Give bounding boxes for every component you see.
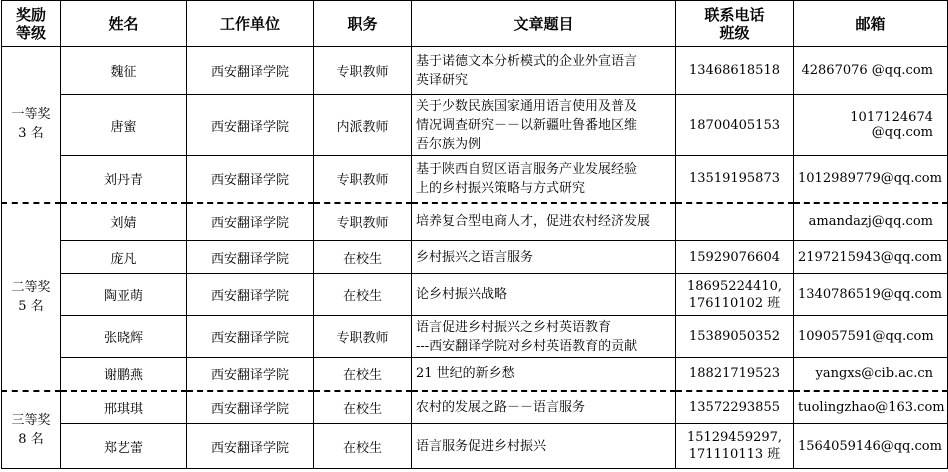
table-row [2,47,948,95]
header-award-line1: 奖励 [15,5,46,24]
unit-cell: 西安翻译学院 [187,424,314,469]
email-cell: 109057591@qq.com [794,316,948,358]
name-cell: 庞凡 [61,241,187,274]
article-title-cell [412,156,676,203]
awards-table [1,0,948,469]
article-title-cell [412,274,676,316]
article-title-line: 基于诺德文本分析模式的企业外宣语言 [416,53,638,69]
name-cell: 郑艺蕾 [61,424,187,469]
phone-class-line: 15389050352 [689,329,780,344]
header-contact-line2: 班级 [719,23,750,42]
article-title-line: 农村的发展之路－－语言服务 [416,399,586,415]
article-title-line: 吾尔族为例 [416,136,482,152]
phone-class-line: 171110113 班 [688,447,781,462]
unit-cell: 西安翻译学院 [187,391,314,424]
article-title-cell [412,316,676,358]
article-title-line: 语言促进乡村振兴之乡村英语教育 [416,319,612,335]
article-title-line: 上的乡村振兴策略与方式研究 [416,180,586,196]
email-cell: yangxs@cib.ac.cn [794,358,948,391]
position-cell: 在校生 [314,391,412,424]
unit-cell: 西安翻译学院 [187,316,314,358]
name-cell: 唐蜜 [61,95,187,156]
email-cell: 2197215943@qq.com [794,241,948,274]
phone-class-cell [676,156,794,203]
phone-class-cell [676,47,794,95]
name-cell: 刘婧 [61,203,187,241]
article-title-line: 基于陕西自贸区语言服务产业发展经验 [416,161,638,177]
email-cell: 1564059146@qq.com [794,424,948,469]
award-level-label: 三等奖 [11,412,51,428]
phone-class-line: 176110102 班 [688,295,781,311]
header-unit: 工作单位 [187,1,314,47]
phone-class-cell [676,274,794,316]
award-count-label: 8 名 [18,431,44,447]
phone-class-cell [676,358,794,391]
header-award [2,1,61,47]
article-title-line: 语言服务促进乡村振兴 [416,438,547,454]
header-name: 姓名 [61,1,187,47]
article-title-cell [412,358,676,391]
phone-class-cell [676,424,794,469]
award-level-cell [2,203,61,391]
position-cell: 在校生 [314,274,412,316]
unit-cell: 西安翻译学院 [187,95,314,156]
award-level-label: 一等奖 [11,107,51,123]
phone-class-cell [676,95,794,156]
phone-class-cell [676,203,794,241]
unit-cell: 西安翻译学院 [187,47,314,95]
phone-class-line: 18700405153 [689,117,780,133]
article-title-line: ---西安翻译学院对乡村英语教育的贡献 [416,338,638,354]
award-level-cell [2,47,61,203]
position-cell: 专职教师 [314,316,412,358]
email-cell: 1012989779@qq.com [794,156,948,203]
name-cell: 刘丹青 [61,156,187,203]
article-title-line: 关于少数民族国家通用语言使用及普及 [416,98,638,114]
phone-class-cell [676,241,794,274]
unit-cell: 西安翻译学院 [187,203,314,241]
article-title-line: 21 世纪的新乡愁 [416,366,515,382]
header-contact [676,1,794,47]
article-title-cell [412,47,676,95]
article-title-line: 培养复合型电商人才，促进农村经济发展 [416,214,651,230]
name-cell: 谢鹏燕 [61,358,187,391]
phone-class-cell [676,316,794,358]
phone-class-line: 18821719523 [689,366,780,382]
position-cell: 在校生 [314,241,412,274]
article-title-cell [412,391,676,424]
article-title-line: 英译研究 [416,72,469,88]
email-cell: tuolingzhao@163.com [794,391,948,424]
table-row [2,241,948,274]
table-row [2,274,948,316]
award-count-label: 3 名 [18,126,44,142]
table-row [2,424,948,469]
header-article: 文章题目 [412,1,676,47]
email-cell: 42867076 @qq.com [794,47,948,95]
article-title-cell [412,424,676,469]
position-cell: 专职教师 [314,203,412,241]
phone-class-line: 18695224410, [686,278,783,294]
table-row [2,156,948,203]
article-title-cell [412,203,676,241]
phone-class-line: 13519195873 [689,171,780,187]
phone-class-line: 15929076604 [689,249,780,265]
award-count-label: 5 名 [18,298,44,314]
name-cell: 邢琪琪 [61,391,187,424]
table-row [2,391,948,424]
unit-cell: 西安翻译学院 [187,241,314,274]
position-cell: 在校生 [314,358,412,391]
award-level-cell [2,391,61,469]
article-title-line: 情况调查研究－－以新疆吐鲁番地区维 [416,117,638,133]
table-row [2,358,948,391]
header-award-line2: 等级 [15,23,46,42]
email-cell: 1017124674 @qq.com [794,95,948,156]
phone-class-line: 13572293855 [689,399,780,415]
header-email: 邮箱 [794,1,948,47]
article-title-line: 乡村振兴之语言服务 [416,249,534,265]
award-level-label: 二等奖 [11,279,51,295]
position-cell: 内派教师 [314,95,412,156]
email-cell: amandazj@qq.com [794,203,948,241]
position-cell: 专职教师 [314,47,412,95]
article-title-cell [412,241,676,274]
name-cell: 张晓辉 [61,316,187,358]
header-row [2,1,948,47]
position-cell: 在校生 [314,424,412,469]
table-row [2,95,948,156]
table-row [2,203,948,241]
unit-cell: 西安翻译学院 [187,156,314,203]
header-position: 职务 [314,1,412,47]
name-cell: 陶亚萌 [61,274,187,316]
header-contact-line1: 联系电话 [704,5,765,24]
article-title-line: 论乡村振兴战略 [416,287,508,302]
unit-cell: 西安翻译学院 [187,274,314,316]
phone-class-line: 13468618518 [689,63,780,78]
phone-class-line: 15129459297, [686,430,783,445]
table-row [2,316,948,358]
name-cell: 魏征 [61,47,187,95]
article-title-cell [412,95,676,156]
table-body [2,47,948,469]
email-cell: 1340786519@qq.com [794,274,948,316]
position-cell: 专职教师 [314,156,412,203]
unit-cell: 西安翻译学院 [187,358,314,391]
phone-class-cell [676,391,794,424]
